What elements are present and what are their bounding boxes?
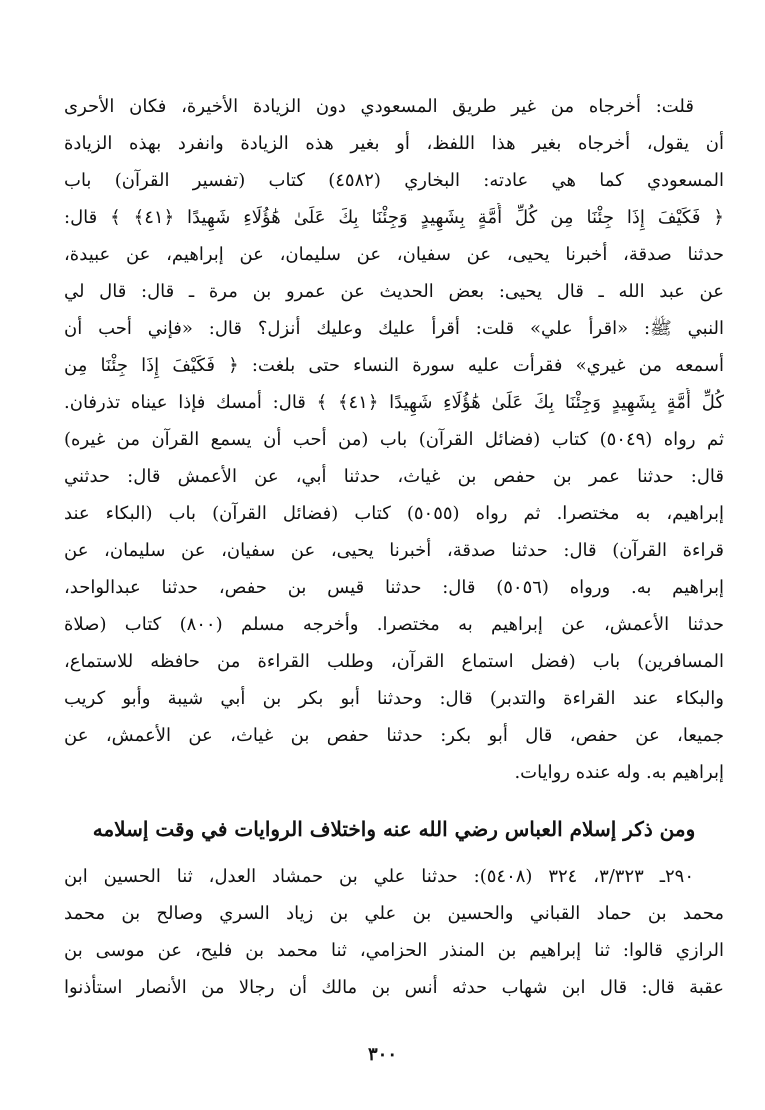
- body-line: إبراهيم به. ورواه (٥٠٥٦) قال: حدثنا قيس بن حفص، حدثنا عبدالواحد،: [64, 577, 724, 598]
- body-line: أن يقول، أخرجاه بغير هذا اللفظ، أو بغير هذه الزيادة وانفرد بهذه الزيادة: [64, 133, 724, 154]
- hadith-line: محمد بن حماد القباني والحسين بن علي بن زياد السري وصالح بن محمد: [64, 903, 724, 924]
- quran-verse-line: كُلِّ أُمَّةٍ بِشَهِيدٍ وَجِئْنَا بِكَ عَلَىٰ هَٰؤُلَاءِ شَهِيدًا ﴿٤١﴾ ﴾ قال: أمسك فإذا عيناه تذرفان.: [64, 392, 724, 413]
- body-line: قراءة القرآن) قال: حدثنا صدقة، أخبرنا يحيى، عن سفيان، عن سليمان، عن: [64, 540, 724, 561]
- body-line: حدثنا صدقة، أخبرنا يحيى، عن سفيان، عن سليمان، عن إبراهيم، عن عبيدة،: [64, 244, 724, 265]
- body-line: المسعودي كما هي عادته: البخاري (٤٥٨٢) كتاب (تفسير القرآن) باب: [64, 170, 724, 191]
- body-line: قلت: أخرجاه من غير طريق المسعودي دون الزيادة الأخيرة، فكان الأحرى: [64, 96, 694, 117]
- body-line: ثم رواه (٥٠٤٩) كتاب (فضائل القرآن) باب (من أحب أن يسمع القرآن من غيره): [64, 429, 724, 450]
- body-line: جميعا، عن حفص، قال أبو بكر: حدثنا حفص بن غياث، عن الأعمش، عن: [64, 725, 724, 746]
- hadith-line: عقبة قال: قال ابن شهاب حدثه أنس بن مالك أن رجالا من الأنصار استأذنوا: [64, 977, 724, 998]
- body-line: إبراهيم به. وله عنده روايات.: [514, 762, 724, 783]
- body-line: أسمعه من غيري» فقرأت عليه سورة النساء حتى بلغت: ﴿ فَكَيْفَ إِذَا جِئْنَا مِن: [64, 355, 724, 376]
- body-line: حدثنا الأعمش، عن إبراهيم به مختصرا. وأخرجه مسلم (٨٠٠) كتاب (صلاة: [64, 614, 724, 635]
- hadith-line: الرازي قالوا: ثنا إبراهيم بن المنذر الحزامي، ثنا محمد بن فليح، عن موسى بن: [64, 940, 724, 961]
- body-line: النبي ﷺ: «اقرأ علي» قلت: أقرأ عليك وعليك أنزل؟ قال: «فإني أحب أن: [64, 318, 724, 339]
- hadith-line: ٢٩٠ـ ٣/٣٢٣، ٣٢٤ (٥٤٠٨): حدثنا علي بن حمشاد العدل، ثنا الحسين ابن: [64, 866, 695, 887]
- body-line: قال: حدثنا عمر بن حفص بن غياث، حدثنا أبي، عن الأعمش قال: حدثني: [64, 466, 724, 487]
- body-line: إبراهيم، به مختصرا. ثم رواه (٥٠٥٥) كتاب (فضائل القرآن) باب (البكاء عند: [64, 503, 724, 524]
- body-line: المسافرين) باب (فضل استماع القرآن، وطلب القراءة من حافظه للاستماع،: [64, 651, 724, 672]
- page-number: ٣٠٠: [367, 1044, 397, 1065]
- body-line: والبكاء عند القراءة والتدبر) قال: وحدثنا أبو بكر بن أبي شيبة وأبو كريب: [64, 688, 724, 709]
- quran-verse-line: ﴿ فَكَيْفَ إِذَا جِئْنَا مِن كُلِّ أُمَّةٍ بِشَهِيدٍ وَجِئْنَا بِكَ عَلَىٰ هَٰؤُلَاءِ شَهِيدًا ﴿٤١﴾ ﴾ قال:: [64, 207, 724, 228]
- section-heading: ومن ذكر إسلام العباس رضي الله عنه واختلاف الروايات في وقت إسلامه: [92, 817, 696, 841]
- body-line: عن عبد الله ـ قال يحيى: بعض الحديث عن عمرو بن مرة ـ قال: قال لي: [64, 281, 724, 302]
